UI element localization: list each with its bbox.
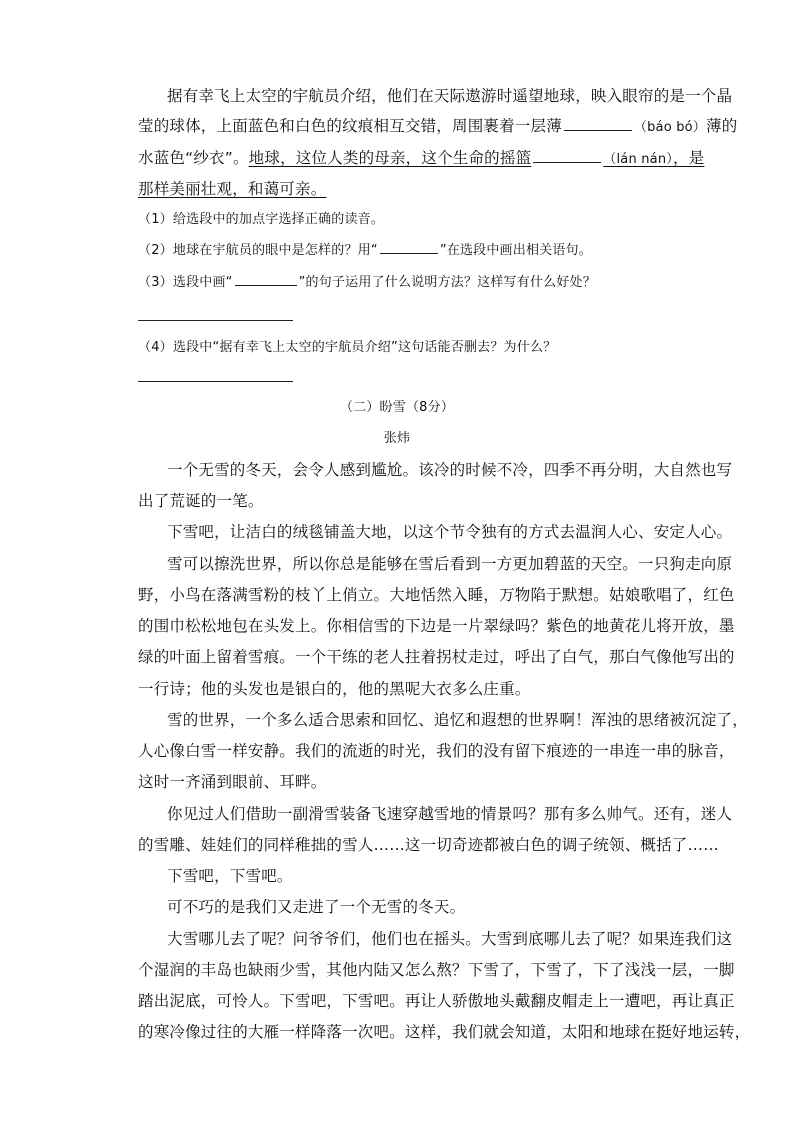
passage2-line: 的雪雕、娃娃们的同样稚拙的雪人……这一切奇迹都被白色的调子统领、概括了……	[138, 836, 719, 854]
passage2-line: 的寒冷像过往的大雁一样降落一次吧。这样，我们就会知道，太阳和地球在挺好地运转，	[138, 1023, 751, 1041]
question-2: （2）地球在宇航员的眼中是怎样的？用“ ”在选段中画出相关语句。	[138, 243, 592, 258]
answer-blank[interactable]	[533, 147, 601, 163]
passage2-line: 雪可以擦洗世界，所以你总是能够在雪后看到一方更加碧蓝的天空。一只狗走向原	[167, 555, 733, 573]
passage2-line: 人心像白雪一样安静。我们的流逝的时光，我们的没有留下痕迹的一串连一串的脉音，	[138, 742, 735, 760]
pinyin-options: （lán nán）	[603, 152, 673, 167]
answer-line[interactable]	[138, 381, 293, 382]
question-4: （4）选段中“据有幸飞上太空的宇航员介绍”这句话能否删去？为什么？	[138, 340, 557, 355]
answer-line[interactable]	[138, 320, 293, 321]
author-name: 张炜	[383, 431, 411, 446]
passage1-line: 据有幸飞上太空的宇航员介绍，他们在天际遨游时遥望地球，映入眼帘的是一个晶	[167, 87, 733, 105]
passage1-text: 薄的	[706, 117, 738, 135]
passage2-line: 个湿润的丰岛也缺雨少雪，其他内陆又怎么熬？下雪了，下雪了，下了浅浅一层，一脚	[138, 961, 735, 979]
passage2-line: 这时一齐涌到眼前、耳畔。	[138, 773, 327, 791]
passage1-line	[138, 115, 738, 139]
underlined-sentence: 那样美丽壮观，和蔼可亲。	[138, 180, 327, 198]
passage2-line: 大雪哪儿去了呢？问爷爷们，他们也在摇头。大雪到底哪儿去了呢？如果连我们这	[167, 930, 733, 948]
passage2-line: 踏出泥底，可怜人。下雪吧，下雪吧。再让人骄傲地头戴翻皮帽走上一遭吧，再让真正	[138, 992, 735, 1010]
passage2-line: 的围巾松松地包在头发上。你相信雪的下边是一片翠绿吗？紫色的地黄花儿将开放，墨	[138, 617, 735, 635]
pinyin-options: （báo bó）	[633, 120, 707, 135]
passage2-line: 野，小鸟在落满雪粉的枝丫上俏立。大地恬然入睡，万物陷于默想。姑娘歌唱了，红色	[138, 586, 735, 604]
passage2-line: 绿的叶面上留着雪痕。一个干练的老人拄着拐杖走过，呼出了白气，那白气像他写出的	[138, 648, 735, 666]
passage2-line: 一行诗；他的头发也是银白的，他的黑呢大衣多么庄重。	[138, 680, 531, 698]
question-3: （3）选段中画“ ”的句子运用了什么说明方法？这样写有什么好处？	[138, 275, 596, 290]
passage2-line: 一个无雪的冬天，会令人感到尴尬。该冷的时候不冷，四季不再分明，大自然也写	[167, 461, 733, 479]
underline-sample	[235, 273, 297, 286]
passage2-line: 下雪吧，下雪吧。	[167, 867, 293, 885]
answer-blank[interactable]	[564, 115, 632, 131]
underline-sample	[380, 241, 438, 254]
underlined-sentence: 地球，这位人类的母亲，这个生命的摇篮 （lán nán），是	[248, 149, 705, 167]
passage2-line: 你见过人们借助一副滑雪装备飞速穿越雪地的情景吗？那有多么帅气。还有，迷人	[167, 805, 733, 823]
passage2-line: 出了荒诞的一笔。	[138, 492, 264, 510]
passage1-line	[138, 147, 705, 171]
passage2-line: 下雪吧，让洁白的绒毯铺盖大地，以这个节令独有的方式去温润人心、安定人心。	[167, 523, 733, 541]
passage2-line: 雪的世界，一个多么适合思索和回忆、追忆和遐想的世界啊！浑浊的思绪被沉淀了，	[167, 711, 748, 729]
passage2-line: 可不巧的是我们又走进了一个无雪的冬天。	[167, 898, 466, 916]
section-title: （二）盼雪（8分）	[339, 400, 455, 415]
question-1: （1）给选段中的加点字选择正确的读音。	[138, 212, 385, 227]
passage1-text: 水蓝色“纱衣”。	[138, 149, 249, 167]
passage1-text: 莹的球体，上面蓝色和白色的纹痕相互交错，周围裹着一层薄	[138, 117, 562, 135]
